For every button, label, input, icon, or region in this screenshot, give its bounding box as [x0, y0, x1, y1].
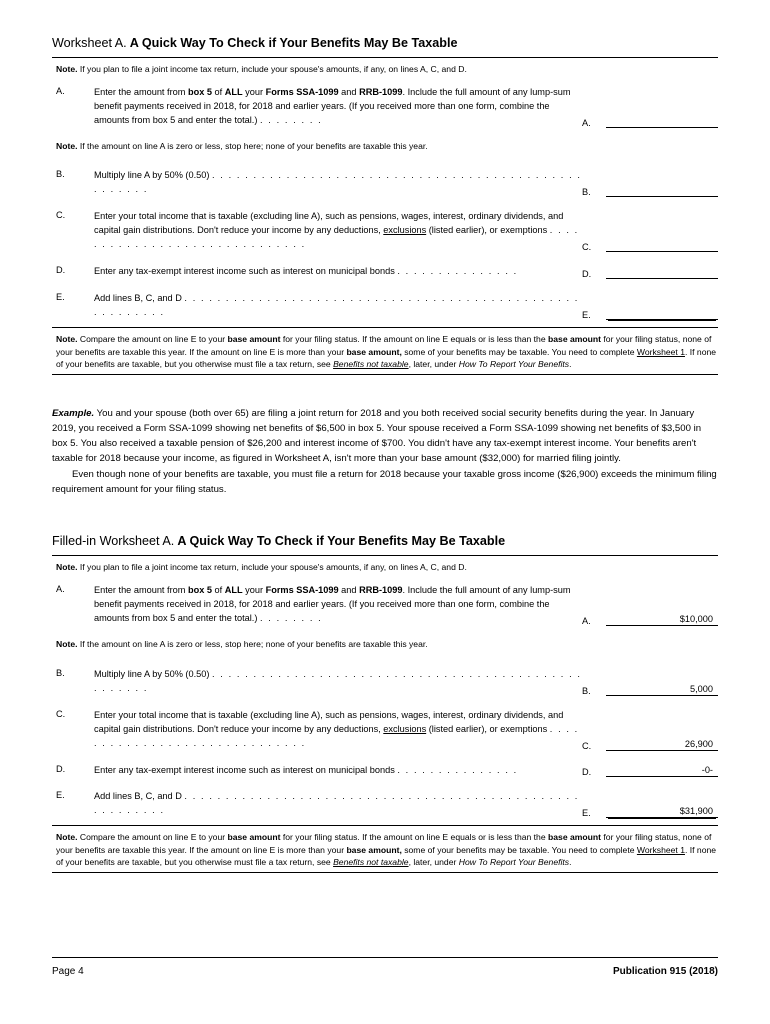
worksheet-a-filled-title-light: Filled-in Worksheet A. — [52, 534, 175, 549]
row-e-text-body-blank: Add lines B, C, and D — [94, 293, 182, 304]
nf-ital1: How To Report Your Benefits — [458, 856, 570, 867]
note-top-filled-label: Note. — [56, 562, 78, 573]
worksheet-a-blank-table-2 — [52, 156, 718, 327]
row-b-dots-filled: . . . . . . . . . . . . . . . . . . . . . . . . . . . . . . . . . . . . . . . . . . . . . . . . . . . . — [94, 668, 582, 693]
worksheet-a-blank-title-light: Worksheet A. — [52, 36, 127, 50]
row-e-amount-filled[interactable]: $31,900 — [606, 805, 718, 818]
note-mid-blank-label: Note. — [56, 141, 78, 152]
row-c-dots-filled: . . . . . . . . . . . . . . . . . . . . . . . . . . . . . . — [94, 723, 579, 748]
row-a-text-filled — [94, 584, 582, 626]
page-footer — [52, 966, 718, 977]
nb-bold3: base amount, — [346, 346, 402, 357]
worksheet-a-blank-table — [52, 79, 718, 135]
nf3: for your filing status, none of your benefits are taxable this year. If the amount on line E is more than your — [56, 832, 712, 855]
row-a-amount-blank[interactable] — [606, 115, 718, 128]
footer-publication: Publication 915 (2018) — [612, 966, 718, 977]
row-d-text-body-filled: Enter any tax-exempt interest income such as interest on municipal bonds — [94, 764, 395, 775]
row-a-letter-blank: A. — [56, 86, 65, 97]
worksheet-a-blank-title — [52, 36, 718, 51]
note-top-filled — [52, 556, 718, 577]
row-a-amount-filled[interactable]: $10,000 — [606, 613, 718, 626]
row-a-label-filled: A. — [582, 616, 591, 627]
example-text-1: You and your spouse (both over 65) are filing a joint return for 2018 and you both received social security benefits during the year. In January 2019, you received a Form SSA-1099 showing net benefits of $6,500 in box 5. Your spouse received a Form SSA-1099 showing net benefits of $3,500 in box 5. You also received a taxable pension of $26,200 and interest income of $700. You didn't have any tax-exempt interest income. Your benefits aren't taxable for 2018 because your income, as figured in Worksheet A, isn't more than your base amount ($32,000) for married filing jointly. — [52, 407, 702, 464]
nb5: . If none of your benefits are taxable, but you otherwise must file a tax return, see — [56, 346, 717, 369]
worksheet-1-link-filled[interactable]: Worksheet 1 — [636, 844, 685, 855]
row-d-text-body-blank: Enter any tax-exempt interest income such as interest on municipal bonds — [94, 266, 395, 277]
note-bottom-blank — [52, 328, 718, 374]
table-row — [52, 265, 718, 279]
row-c-letter-blank: C. — [56, 210, 66, 221]
worksheet-a-blank — [52, 36, 718, 375]
row-c-text-body-filled: Enter your total income that is taxable (excluding line A), such as pensions, wages, interest, ordinary dividends, and capital gain distributions. Don't reduce your income by any deductions, exclusions (listed earlier), or exemptions — [94, 709, 564, 734]
row-c-text-body-blank: Enter your total income that is taxable (excluding line A), such as pensions, wages, interest, ordinary dividends, and capital gain distributions. Don't reduce your income by any deductions, exclusions (listed earlier), or exemptions — [94, 211, 564, 236]
row-b-label-filled: B. — [582, 685, 591, 696]
table-row — [52, 790, 718, 818]
row-c-label-filled: C. — [582, 740, 592, 751]
row-c-text-blank — [94, 210, 582, 252]
nb-ital1: How To Report Your Benefits — [458, 358, 570, 369]
row-e-dots-blank: . . . . . . . . . . . . . . . . . . . . . . . . . . . . . . . . . . . . . . . . . . . . . . . . . . . . . . . . . — [94, 293, 579, 318]
divider-end-blank — [52, 374, 718, 375]
row-d-dots-blank: . . . . . . . . . . . . . . . — [397, 266, 518, 277]
row-e-amount-blank[interactable] — [606, 307, 718, 320]
row-d-text-blank — [94, 265, 582, 279]
row-a-text-blank — [94, 86, 582, 128]
worksheet-a-filled-table-2 — [52, 655, 718, 826]
note-top-blank-label: Note. — [56, 64, 78, 75]
row-d-letter-blank: D. — [56, 265, 66, 276]
note-top-filled-text: If you plan to file a joint income tax return, include your spouse's amounts, if any, on lines A, C, and D. — [77, 562, 467, 573]
nb7: . — [569, 358, 572, 369]
row-d-amount-filled[interactable]: -0- — [606, 764, 718, 777]
table-row — [52, 764, 718, 778]
row-a-dots-blank: . . . . . . . . — [260, 115, 323, 126]
nf1: Compare the amount on line E to your — [77, 832, 228, 843]
nf2: for your filing status. If the amount on line E equals or is less than the — [280, 832, 549, 843]
page-content — [52, 36, 718, 873]
table-row — [52, 210, 718, 252]
nb1: Compare the amount on line E to your — [77, 334, 228, 345]
table-row — [52, 292, 718, 320]
nf6: , later, under — [408, 856, 459, 867]
row-b-text-filled — [94, 668, 582, 696]
nf7: . — [569, 856, 572, 867]
row-e-letter-filled: E. — [56, 790, 65, 801]
table-row — [52, 86, 718, 128]
row-b-dots-blank: . . . . . . . . . . . . . . . . . . . . . . . . . . . . . . . . . . . . . . . . . . . . . . . . . . . . — [94, 170, 582, 195]
example-paragraph-2: Even though none of your benefits are taxable, you must file a return for 2018 because your taxable gross income ($26,900) exceeds the minimum filing requirement amount for your filing status. — [52, 469, 717, 496]
row-b-label-blank: B. — [582, 187, 591, 198]
row-a-dots-filled: . . . . . . . . — [260, 613, 323, 624]
row-b-amount-filled[interactable]: 5,000 — [606, 683, 718, 696]
row-d-amount-blank[interactable] — [606, 266, 718, 279]
row-d-dots-filled: . . . . . . . . . . . . . . . — [397, 764, 518, 775]
row-b-text-body-filled: Multiply line A by 50% (0.50) — [94, 668, 210, 679]
note-bottom-filled — [52, 826, 718, 872]
nf-bold1: base amount — [227, 832, 281, 843]
row-c-amount-filled[interactable]: 26,900 — [606, 738, 718, 751]
nb4: some of your benefits may be taxable. You need to complete — [401, 346, 637, 357]
example-block — [52, 407, 718, 498]
row-d-label-blank: D. — [582, 269, 592, 280]
note-mid-filled-label: Note. — [56, 639, 78, 650]
divider-end-filled — [52, 872, 718, 873]
row-d-label-filled: D. — [582, 767, 592, 778]
table-row — [52, 169, 718, 197]
row-b-letter-blank: B. — [56, 169, 65, 180]
row-b-text-blank — [94, 169, 582, 197]
row-e-label-filled: E. — [582, 808, 591, 819]
row-c-letter-filled: C. — [56, 708, 66, 719]
row-e-label-blank: E. — [582, 310, 591, 321]
row-d-text-filled — [94, 764, 582, 778]
row-b-amount-blank[interactable] — [606, 184, 718, 197]
row-e-text-body-filled: Add lines B, C, and D — [94, 791, 182, 802]
row-e-text-filled — [94, 790, 582, 818]
nf5: . If none of your benefits are taxable, but you otherwise must file a tax return, see — [56, 844, 717, 867]
nf-bold2: base amount — [548, 832, 602, 843]
table-row — [52, 584, 718, 626]
note-mid-blank — [52, 135, 718, 156]
nb2: for your filing status. If the amount on line E equals or is less than the — [280, 334, 549, 345]
example-paragraph-1 — [52, 407, 718, 466]
example-lead-label: Example. — [52, 407, 95, 419]
row-e-letter-blank: E. — [56, 292, 65, 303]
worksheet-a-filled — [52, 534, 718, 873]
note-mid-filled — [52, 633, 718, 654]
benefits-not-taxable-link-blank[interactable]: Benefits not taxable — [333, 358, 409, 369]
row-e-text-blank — [94, 292, 582, 320]
worksheet-a-filled-table — [52, 577, 718, 633]
note-bottom-filled-label: Note. — [56, 832, 78, 843]
nb-bold1: base amount — [227, 334, 281, 345]
nb-bold2: base amount — [548, 334, 602, 345]
note-top-blank — [52, 58, 718, 79]
worksheet-a-filled-title-bold: A Quick Way To Check if Your Benefits May Be Taxable — [177, 534, 506, 549]
row-b-text-body-blank: Multiply line A by 50% (0.50) — [94, 170, 210, 181]
worksheet-a-filled-title — [52, 534, 718, 549]
row-a-text-body-filled: Enter the amount from box 5 of ALL your Forms SSA-1099 and RRB-1099. Include the full amount of any lump-sum benefit payments received in 2018, for 2018 and earlier years. (If you received more than one form, combine the amounts from box 5 and enter the total.) — [94, 585, 571, 624]
row-b-letter-filled: B. — [56, 667, 65, 678]
row-d-letter-filled: D. — [56, 763, 66, 774]
nf4: some of your benefits may be taxable. You need to complete — [401, 844, 637, 855]
row-c-text-filled — [94, 709, 582, 751]
nb3: for your filing status, none of your benefits are taxable this year. If the amount on line E is more than your — [56, 334, 712, 357]
row-c-dots-blank: . . . . . . . . . . . . . . . . . . . . . . . . . . . . . . — [94, 225, 579, 250]
row-c-label-blank: C. — [582, 242, 592, 253]
note-bottom-blank-label: Note. — [56, 334, 78, 345]
row-a-text-body-blank: Enter the amount from box 5 of ALL your Forms SSA-1099 and RRB-1099. Include the full amount of any lump-sum benefit payments received in 2018, for 2018 and earlier years. (If you received more than one form, combine the amounts from box 5 and enter the total.) — [94, 87, 571, 126]
row-a-label-blank: A. — [582, 118, 591, 129]
worksheet-a-blank-title-bold: A Quick Way To Check if Your Benefits May Be Taxable — [129, 36, 458, 50]
nb6: , later, under — [408, 358, 459, 369]
benefits-not-taxable-link-filled[interactable]: Benefits not taxable — [333, 856, 409, 867]
footer-page-label: Page 4 — [52, 966, 84, 977]
worksheet-1-link-blank[interactable]: Worksheet 1 — [636, 346, 685, 357]
row-a-letter-filled: A. — [56, 584, 65, 595]
row-e-dots-filled: . . . . . . . . . . . . . . . . . . . . . . . . . . . . . . . . . . . . . . . . . . . . . . . . . . . . . . . . . — [94, 791, 579, 816]
note-top-blank-text: If you plan to file a joint income tax return, include your spouse's amounts, if any, on lines A, C, and D. — [77, 64, 467, 75]
note-mid-filled-text: If the amount on line A is zero or less, stop here; none of your benefits are taxable this year. — [77, 639, 428, 650]
table-row — [52, 709, 718, 751]
note-mid-blank-text: If the amount on line A is zero or less, stop here; none of your benefits are taxable this year. — [77, 141, 428, 152]
row-c-amount-blank[interactable] — [606, 239, 718, 252]
table-row — [52, 668, 718, 696]
nf-bold3: base amount, — [346, 844, 402, 855]
